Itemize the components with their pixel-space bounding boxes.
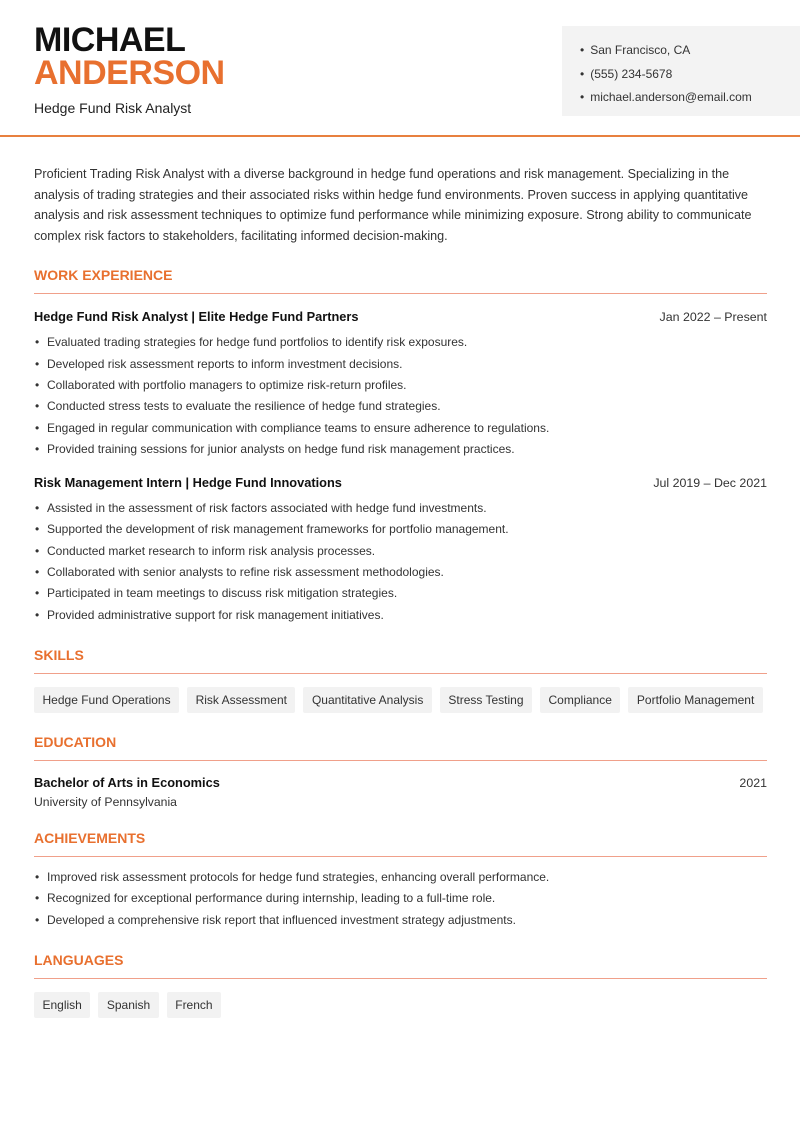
bullet-item: • Participated in team meetings to discuss risk mitigation strategies.	[34, 583, 767, 604]
graduation-year: 2021	[739, 775, 767, 790]
bullet-item: • Provided training sessions for junior analysts on hedge fund risk management practices.	[34, 439, 767, 460]
summary: Proficient Trading Risk Analyst with a diverse background in hedge fund operations and risk management. Specializing in the analysis of trading strategies and their associated risks within hedge fund environments. Proven success in applying quantitative analysis and risk assessment techniques to optimize fund performance while minimizing exposure. Strong ability to communicate complex risk factors to stakeholders, facilitating informed decision-making.	[34, 167, 752, 243]
language-tag: Spanish	[98, 992, 158, 1018]
phone: • (555) 234-5678	[580, 63, 800, 87]
skill-tag: Quantitative Analysis	[303, 687, 431, 713]
bullet-item: • Evaluated trading strategies for hedge fund portfolios to identify risk exposures.	[34, 332, 767, 353]
location: • San Francisco, CA	[580, 39, 800, 63]
school: University of Pennsylvania	[34, 794, 177, 809]
contact-info	[562, 26, 800, 116]
skill-tag: Risk Assessment	[187, 687, 295, 713]
resume-header	[0, 0, 800, 137]
achievements-list	[34, 867, 767, 931]
bullet-item: • Conducted stress tests to evaluate the resilience of hedge fund strategies.	[34, 396, 767, 417]
degree: Bachelor of Arts in Economics	[34, 774, 220, 790]
bullet-item: • Collaborated with portfolio managers to optimize risk-return profiles.	[34, 375, 767, 396]
skill-tag: Hedge Fund Operations	[34, 687, 179, 713]
section-heading-languages: LANGUAGES	[34, 952, 767, 979]
section-heading-achievements: ACHIEVEMENTS	[34, 830, 767, 857]
achievement-item: • Improved risk assessment protocols for hedge fund strategies, enhancing overall performance.	[34, 867, 767, 888]
section-heading-work: WORK EXPERIENCE	[34, 267, 767, 294]
job-title: Hedge Fund Risk Analyst	[34, 100, 192, 116]
languages-list	[34, 992, 767, 1018]
job-dates: Jul 2019 – Dec 2021	[653, 476, 767, 491]
job-entry	[34, 307, 767, 460]
language-tag: English	[34, 992, 90, 1018]
bullet-item: • Engaged in regular communication with compliance teams to ensure adherence to regulations.	[34, 418, 767, 439]
job-position: Risk Management Intern | Hedge Fund Innovations	[34, 475, 342, 491]
section-heading-education: EDUCATION	[34, 734, 767, 761]
education-entry	[34, 773, 767, 809]
job-bullets	[34, 332, 767, 460]
job-header	[34, 307, 767, 327]
skill-tag: Portfolio Management	[628, 687, 762, 713]
bullet-item: • Supported the development of risk management frameworks for portfolio management.	[34, 519, 767, 540]
achievement-item: • Recognized for exceptional performance during internship, leading to a full-time role.	[34, 888, 767, 909]
section-heading-skills: SKILLS	[34, 647, 767, 674]
resume-body	[0, 164, 800, 1018]
bullet-item: • Provided administrative support for risk management initiatives.	[34, 605, 767, 626]
first-name: MICHAEL	[34, 21, 186, 59]
bullet-item: • Conducted market research to inform risk analysis processes.	[34, 541, 767, 562]
job-entry	[34, 473, 767, 626]
bullet-item: • Assisted in the assessment of risk factors associated with hedge fund investments.	[34, 498, 767, 519]
skills-list	[34, 687, 767, 713]
bullet-item: • Collaborated with senior analysts to refine risk assessment methodologies.	[34, 562, 767, 583]
job-dates: Jan 2022 – Present	[659, 310, 767, 325]
skill-tag: Compliance	[540, 687, 620, 713]
email: • michael.anderson@email.com	[580, 86, 800, 110]
last-name: ANDERSON	[34, 54, 225, 92]
job-bullets	[34, 498, 767, 626]
achievement-item: • Developed a comprehensive risk report that influenced investment strategy adjustments.	[34, 910, 767, 931]
skill-tag: Stress Testing	[440, 687, 532, 713]
job-position: Hedge Fund Risk Analyst | Elite Hedge Fund Partners	[34, 309, 359, 325]
language-tag: French	[167, 992, 221, 1018]
bullet-item: • Developed risk assessment reports to inform investment decisions.	[34, 354, 767, 375]
job-header	[34, 473, 767, 493]
candidate-name	[34, 21, 225, 92]
